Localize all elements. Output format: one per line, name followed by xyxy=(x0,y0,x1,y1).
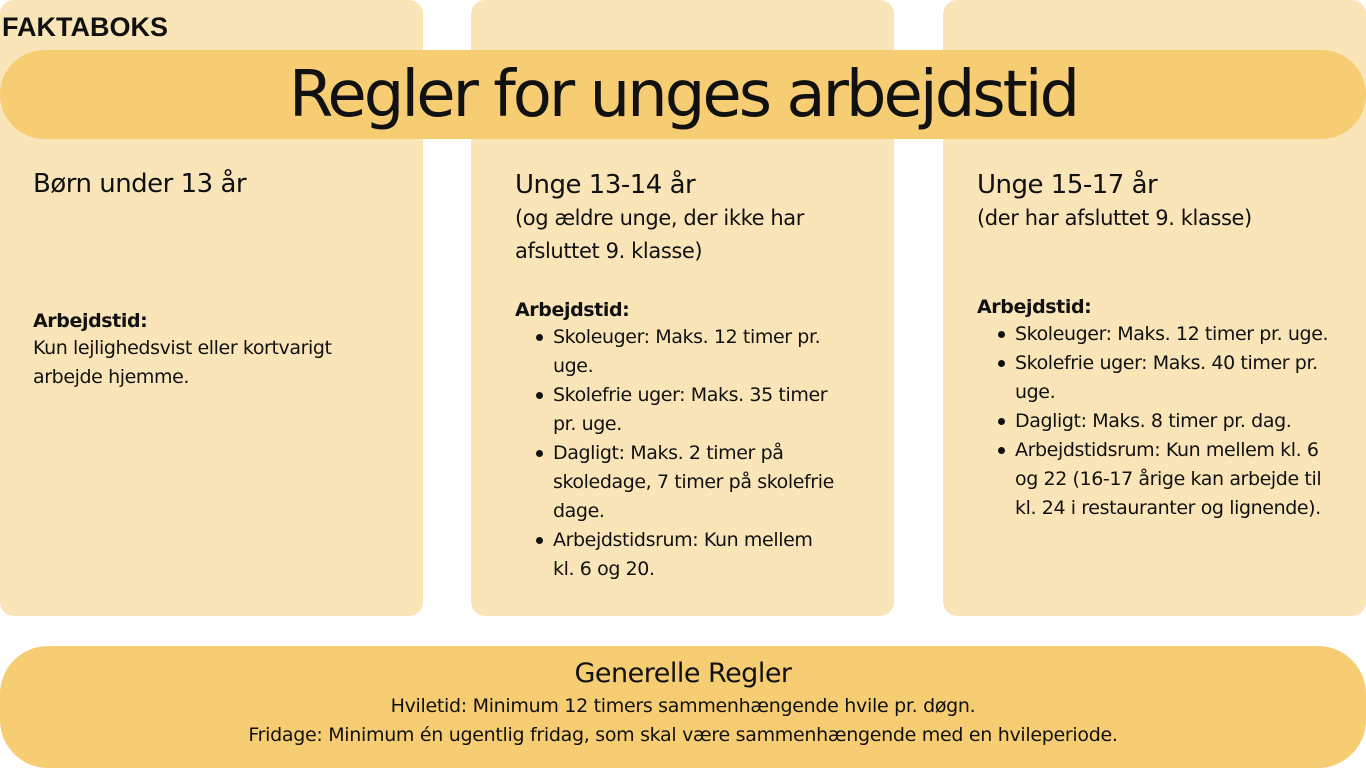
list-item: Skolefrie uger: Maks. 40 timer pr. uge. xyxy=(1015,349,1345,407)
rule-block xyxy=(515,297,855,584)
column-heading: Unge 15-17 år xyxy=(977,170,1158,200)
column-heading: Børn under 13 år xyxy=(33,169,247,199)
rule-title: Arbejdstid: xyxy=(515,299,630,321)
page-title: Regler for unges arbejdstid xyxy=(288,57,1078,132)
list-item: Skoleuger: Maks. 12 timer pr. uge. xyxy=(1015,320,1345,349)
list-item: Arbejdstidsrum: Kun mellem kl. 6 og 22 (16-17 årige kan arbejde til kl. 24 i restauranter og lignende). xyxy=(1015,436,1345,523)
list-item: Dagligt: Maks. 8 timer pr. dag. xyxy=(1015,407,1345,436)
rule-block xyxy=(977,294,1347,523)
column-youth-15-17 xyxy=(977,168,1347,523)
general-rule-line: Fridage: Minimum én ugentlig fridag, som skal være sammenhængende med en hvileperiode. xyxy=(248,724,1118,746)
rule-list xyxy=(977,320,1345,523)
general-rules-box xyxy=(0,646,1366,768)
rule-block xyxy=(33,308,373,392)
column-subheading: (og ældre unge, der ikke har afsluttet 9. klasse) xyxy=(515,206,804,263)
title-banner xyxy=(0,50,1366,139)
general-rules-title: Generelle Regler xyxy=(574,658,792,689)
rule-list xyxy=(515,323,838,584)
general-rule-line: Hviletid: Minimum 12 timers sammenhængende hvile pr. døgn. xyxy=(390,695,976,717)
list-item: Skolefrie uger: Maks. 35 timer pr. uge. xyxy=(553,381,838,439)
faktaboks-label: FAKTABOKS xyxy=(2,12,168,42)
column-youth-13-14 xyxy=(515,168,855,584)
rule-title: Arbejdstid: xyxy=(977,296,1092,318)
rule-title: Arbejdstid: xyxy=(33,310,148,332)
column-subheading: (der har afsluttet 9. klasse) xyxy=(977,206,1252,230)
list-item: Dagligt: Maks. 2 timer på skoledage, 7 timer på skolefrie dage. xyxy=(553,439,838,526)
column-heading: Unge 13-14 år xyxy=(515,170,696,200)
list-item: Arbejdstidsrum: Kun mellem kl. 6 og 20. xyxy=(553,526,838,584)
list-item: Skoleuger: Maks. 12 timer pr. uge. xyxy=(553,323,838,381)
rule-text: Kun lejlighedsvist eller kortvarigt arbejde hjemme. xyxy=(33,337,332,388)
column-children-under-13 xyxy=(33,167,373,392)
